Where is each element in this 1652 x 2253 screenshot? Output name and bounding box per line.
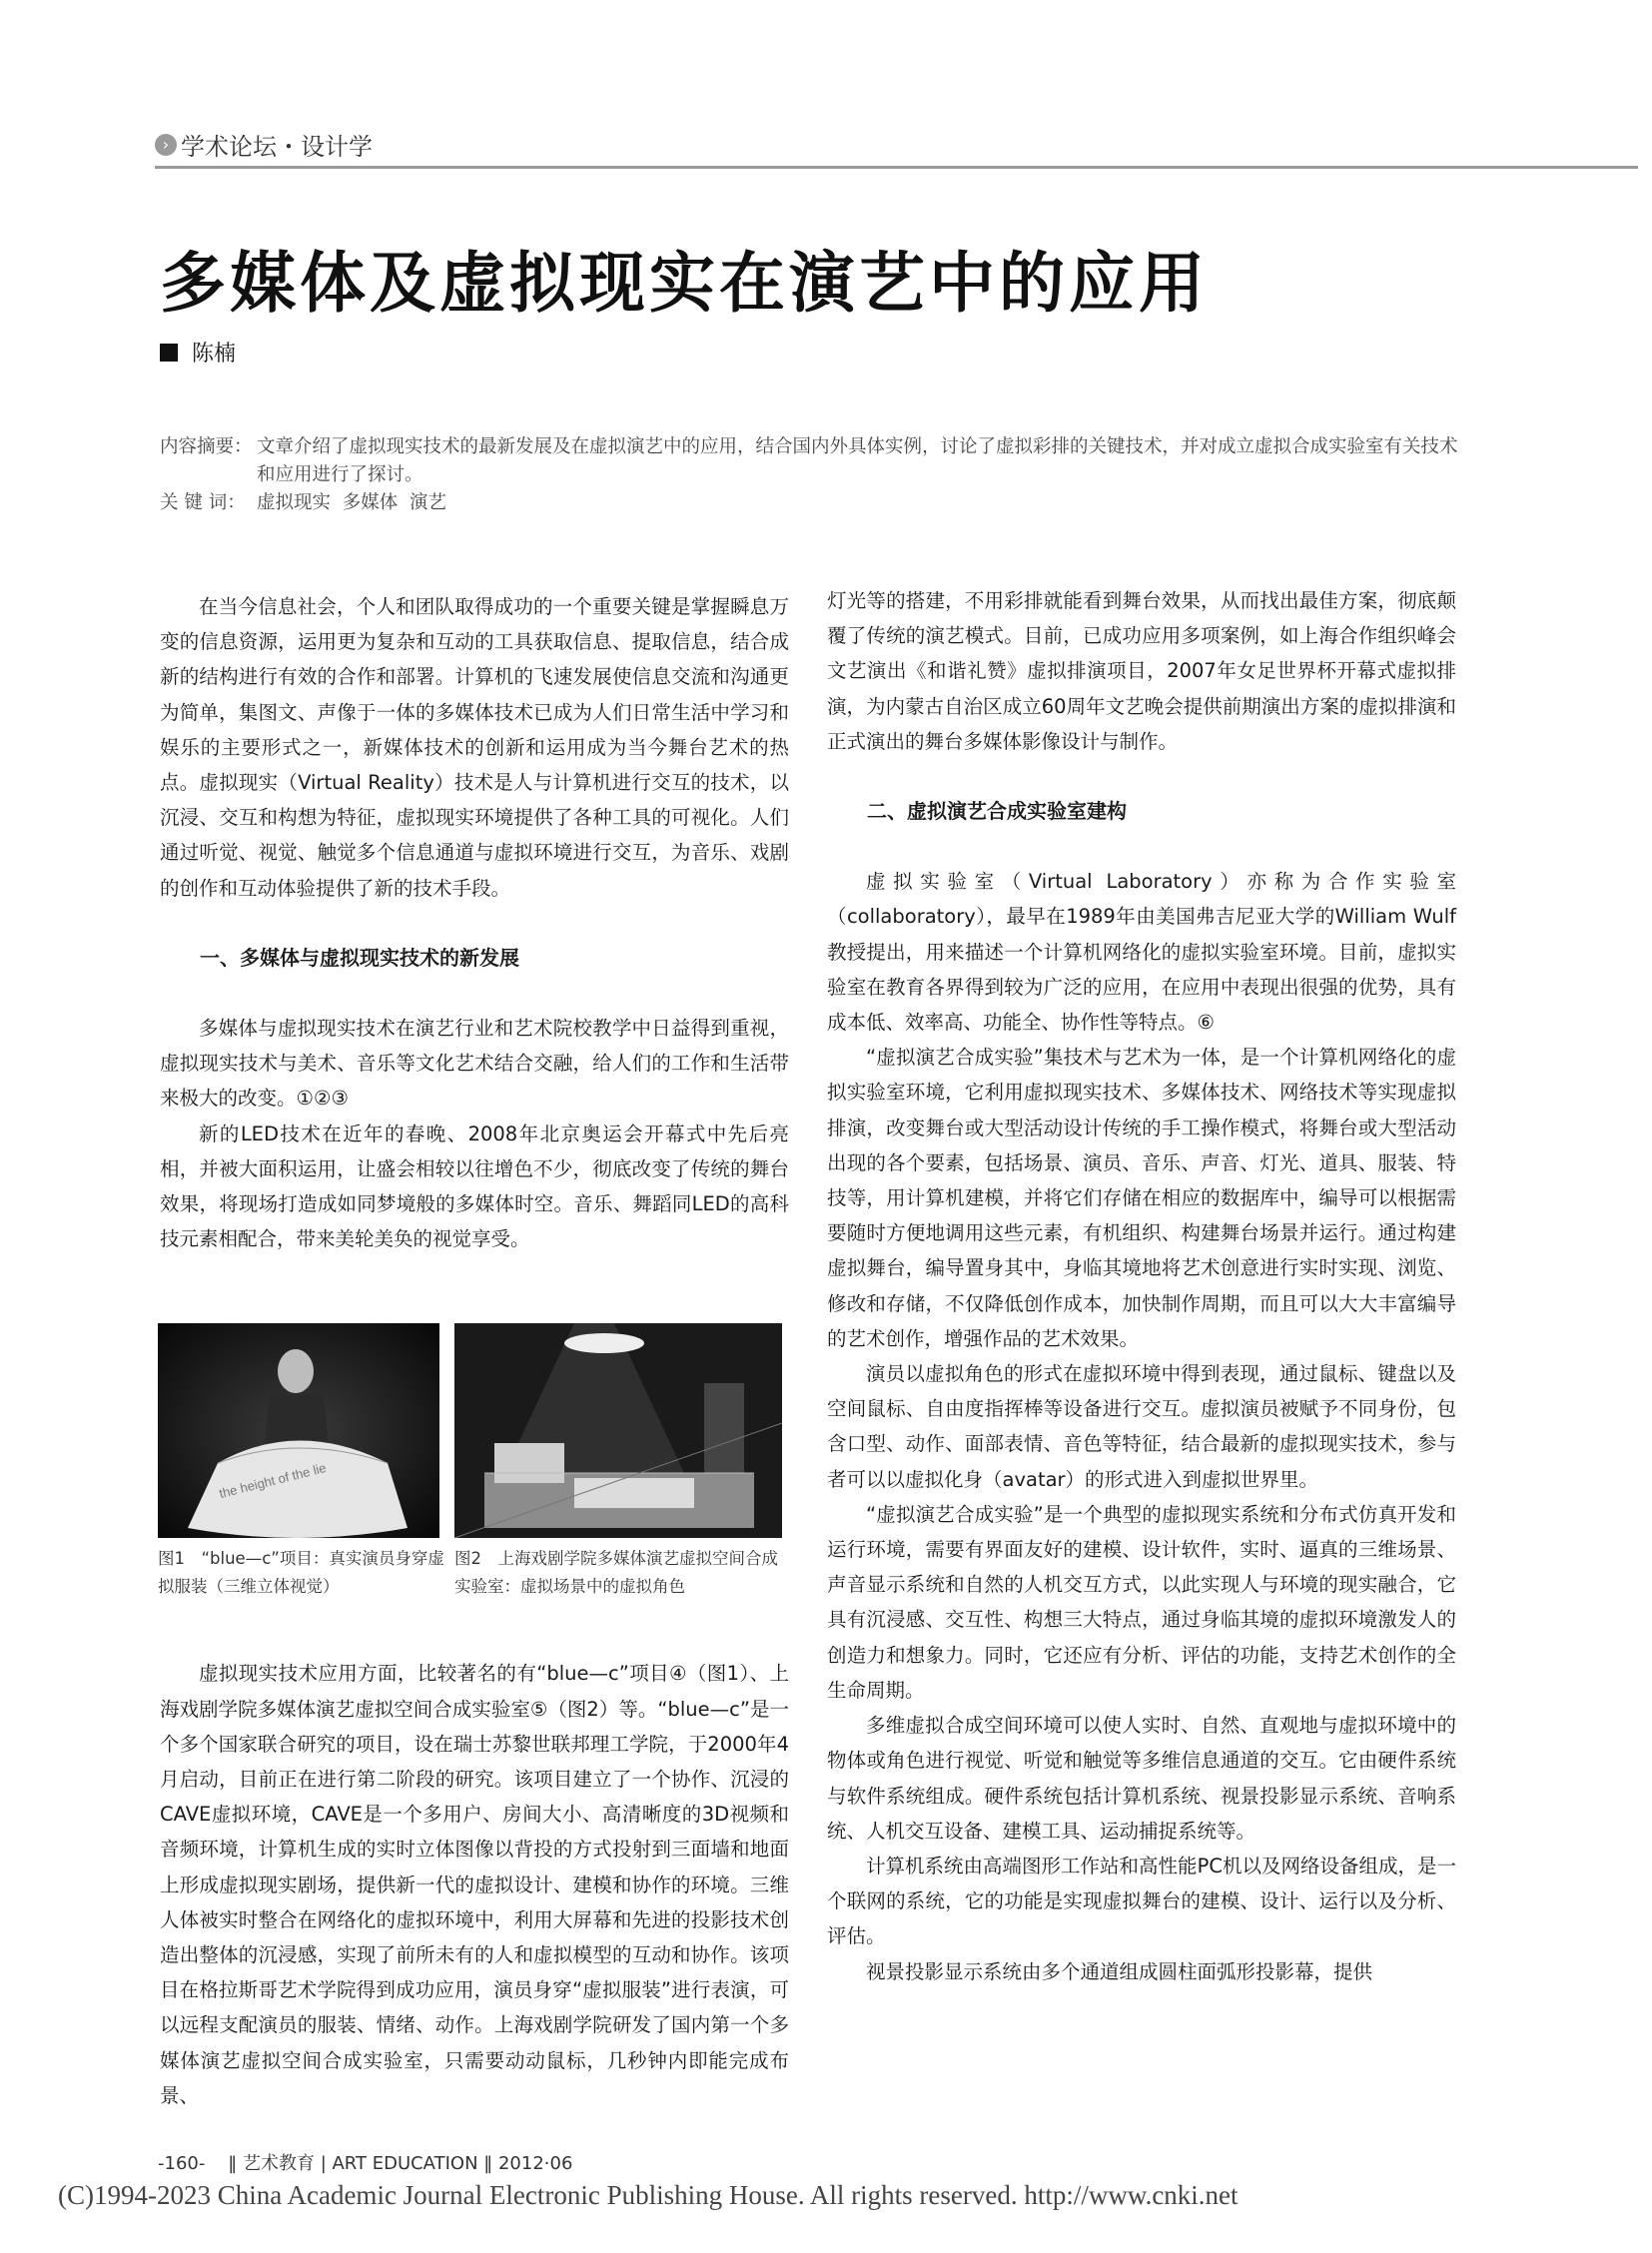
author-line [160,337,236,368]
figure-1-caption: 图1 “blue—c”项目：真实演员身穿虚拟服装（三维立体视觉） [158,1549,444,1596]
chevron-right-icon: › [155,134,177,156]
section-heading-1: 一、多媒体与虚拟现实技术的新发展 [200,945,519,970]
article-title: 多媒体及虚拟现实在演艺中的应用 [160,245,1209,322]
paragraph: 在当今信息社会，个人和团队取得成功的一个重要关键是掌握瞬息万变的信息资源，运用更为复杂和互动的工具获取信息、提取信息，结合成新的结构进行有效的合作和部署。计算机的飞速发展使信息交流和沟通更为简单，集图文、声像于一体的多媒体技术已成为人们日常生活中学习和娱乐的主要形式之一，新媒体技术的创新和运用成为当今舞台艺术的热点。虚拟现实（Virtual Reality）技术是人与计算机进行交互的技术，以沉浸、交互和构想为特征，虚拟现实环境提供了各种工具的可视化。人们通过听觉、视觉、触觉多个信息通道与虚拟环境进行交互，为音乐、戏剧的创作和互动体验提供了新的技术手段。 [160,595,789,900]
paragraph: “虚拟演艺合成实验”集技术与艺术为一体，是一个计算机网络化的虚拟实验室环境，它利用虚拟现实技术、多媒体技术、网络技术等实现虚拟排演，改变舞台或大型活动设计传统的手工操作模式，将舞台或大型活动出现的各个要素，包括场景、演员、音乐、声音、灯光、道具、服装、特技等，用计算机建模，并将它们存储在相应的数据库中，编导可以根据需要随时方便地调用这些元素，有机组织、构建舞台场景并运行。通过构建虚拟舞台，编导置身其中，身临其境地将艺术创意进行实时实现、浏览、修改和存储，不仅降低创作成本，加快制作周期，而且可以大大丰富编导的艺术创作，增强作品的艺术效果。 [827,1046,1456,1350]
abstract-text: 文章介绍了虚拟现实技术的最新发展及在虚拟演艺中的应用，结合国内外具体实例，讨论了虚拟彩排的关键技术，并对成立虚拟合成实验室有关技术和应用进行了探讨。 [257,436,1458,485]
paragraph: 灯光等的搭建，不用彩排就能看到舞台效果，从而找出最佳方案，彻底颠覆了传统的演艺模式。目前，已成功应用多项案例，如上海合作组织峰会文艺演出《和谐礼赞》虚拟排演项目，2007年女足世界杯开幕式虚拟排演，为内蒙古自治区成立60周年文艺晚会提供前期演出方案的虚拟排演和正式演出的舞台多媒体影像设计与制作。 [827,589,1456,753]
paragraph: 计算机系统由高端图形工作站和高性能PC机以及网络设备组成，是一个联网的系统，它的功能是实现虚拟舞台的建模、设计、运行以及分析、评估。 [827,1854,1456,1948]
figure-1-overlay-text: the height of the lie [217,1459,329,1502]
journal-info: ‖ 艺术教育 | ART EDUCATION ‖ 2012·06 [228,2153,573,2174]
paragraph: 演员以虚拟角色的形式在虚拟环境中得到表现，通过鼠标、键盘以及空间鼠标、自由度指挥棒等设备进行交互。虚拟演员被赋予不同身份，包含口型、动作、面部表情、音色等特征，结合最新的虚拟现实技术，参与者可以以虚拟化身（avatar）的形式进入到虚拟世界里。 [827,1362,1456,1491]
header-rule [155,166,1638,169]
paragraph: 虚拟现实技术应用方面，比较著名的有“blue—c”项目④（图1）、上海戏剧学院多媒体演艺虚拟空间合成实验室⑤（图2）等。“blue—c”是一个多个国家联合研究的项目，设在瑞士苏黎世联邦理工学院，于2000年4月启动，目前正在进行第二阶段的研究。该项目建立了一个协作、沉浸的CAVE虚拟环境，CAVE是一个多用户、房间大小、高清晰度的3D视频和音频环境，计算机生成的实时立体图像以背投的方式投射到三面墙和地面上形成虚拟现实剧场，提供新一代的虚拟设计、建模和协作的环境。三维人体被实时整合在网络化的虚拟环境中，利用大屏幕和先进的投影技术创造出整体的沉浸感，实现了前所未有的人和虚拟模型的互动和协作。该项目在格拉斯哥艺术学院得到成功应用，演员身穿“虚拟服装”进行表演，可以远程支配演员的服装、情绪、动作。上海戏剧学院研发了国内第一个多媒体演艺虚拟空间合成实验室，只需要动动鼠标，几秒钟内即能完成布景、 [160,1662,789,2107]
page-footer [158,2149,572,2175]
figure-row [158,1323,782,1613]
paragraph: 视景投影显示系统由多个通道组成圆柱面弧形投影幕，提供 [866,1959,1373,1983]
section-label: 学术论坛・设计学 [181,133,373,161]
keywords-text: 虚拟现实 多媒体 演艺 [257,492,447,513]
right-column [827,583,1456,1989]
figure-2-image [454,1323,782,1538]
paragraph: 新的LED技术在近年的春晚、2008年北京奥运会开幕式中先后亮相，并被大面积运用，让盛会相较以往增色不少，彻底改变了传统的舞台效果，将现场打造成如同梦境般的多媒体时空。音乐、舞蹈同LED的高科技元素相配合，带来美轮美奂的视觉享受。 [160,1122,789,1251]
keywords-label: 关 键 词： [160,492,246,513]
author-name: 陈楠 [192,342,237,367]
copyright-notice: (C)1994-2023 China Academic Journal Electronic Publishing House. All rights reserved. http://www.cnki.net [58,2180,1239,2210]
figure-2-caption: 图2 上海戏剧学院多媒体演艺虚拟空间合成实验室：虚拟场景中的虚拟角色 [454,1549,778,1596]
paragraph: 多媒体与虚拟现实技术在演艺行业和艺术院校教学中日益得到重视，虚拟现实技术与美术、音乐等文化艺术结合交融，给人们的工作和生活带来极大的改变。①②③ [160,1017,789,1111]
abstract-label: 内容摘要： [160,436,253,457]
figure-1-image [158,1323,439,1538]
abstract-block [160,433,1458,517]
paragraph: 虚拟实验室（Virtual Laboratory）亦称为合作实验室（collaboratory），最早在1989年由美国弗吉尼亚大学的William Wulf教授提出，用来描述一个计算机网络化的虚拟实验室环境。目前，虚拟实验室在教育各界得到较为广泛的应用，在应用中表现出很强的优势，具有成本低、效率高、功能全、协作性等特点。⑥ [827,870,1456,1035]
paragraph: 多维虚拟合成空间环境可以使人实时、自然、直观地与虚拟环境中的物体或角色进行视觉、听觉和触觉等多维信息通道的交互。它由硬件系统与软件系统组成。硬件系统包括计算机系统、视景投影显示系统、音响系统、人机交互设备、建模工具、运动捕捉系统等。 [827,1714,1456,1843]
page-number: -160- [158,2153,206,2174]
paragraph: “虚拟演艺合成实验”是一个典型的虚拟现实系统和分布式仿真开发和运行环境，需要有界面友好的建模、设计软件，实时、逼真的三维场景、声音显示系统和自然的人机交互方式，以此实现人与环境的现实融合，它具有沉浸感、交互性、构想三大特点，通过身临其境的虚拟环境激发人的创造力和想象力。同时，它还应有分析、评估的功能，支持艺术创作的全生命周期。 [827,1502,1456,1702]
square-bullet-icon [160,344,178,362]
section-header [155,127,373,162]
section-heading-2: 二、虚拟演艺合成实验室建构 [867,799,1127,824]
